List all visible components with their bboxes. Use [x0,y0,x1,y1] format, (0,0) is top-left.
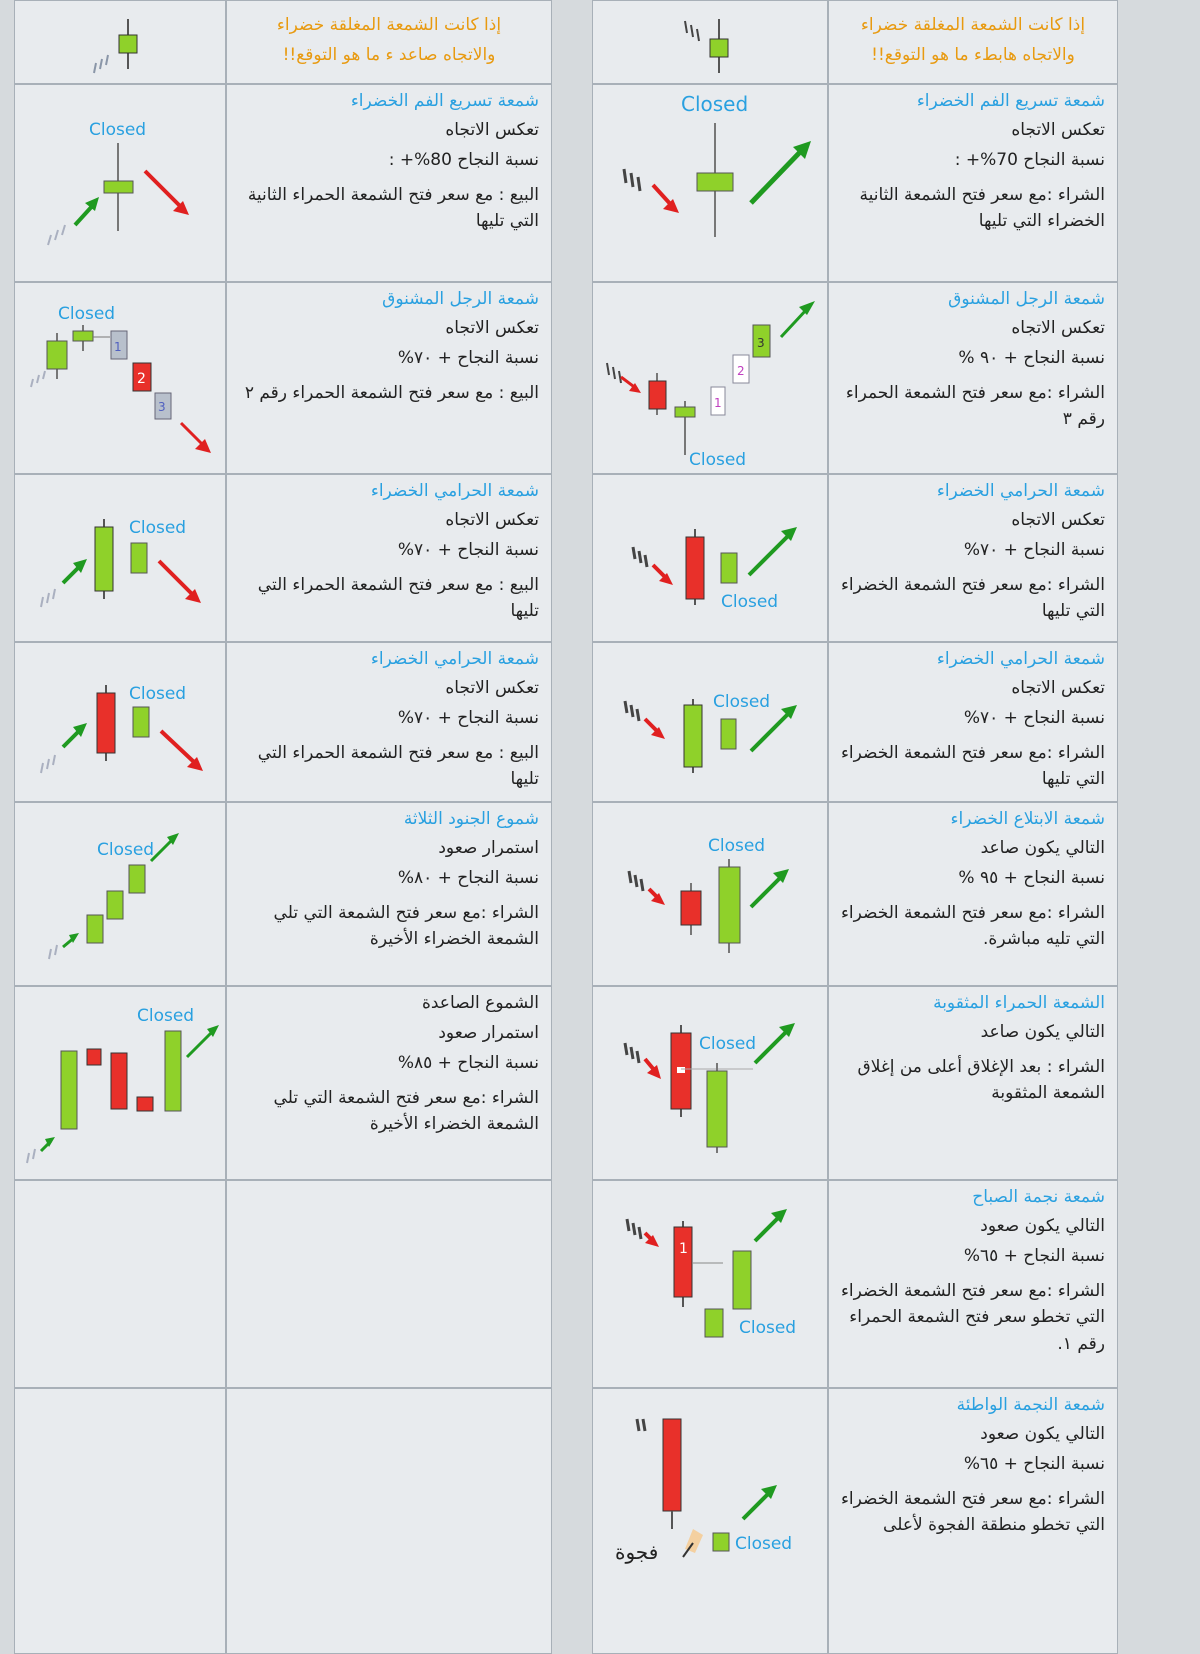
right-row6-chart [592,986,828,1180]
right-row7-chart [592,1180,828,1388]
success-rate: نسبة النجاح + ٧٠% [397,540,539,560]
pattern-title: الشمعة الحمراء المثقوبة [933,993,1105,1013]
signal-text: الشراء :مع سعر فتح الشمعة الحمراء رقم ٣ [845,383,1105,430]
success-rate: نسبة النجاح + ٦٥% [963,1246,1105,1266]
right-row2-chart [592,282,828,474]
success-rate: نسبة النجاح + ٨٠% [397,868,539,888]
left-header [226,0,552,84]
green-candle [697,173,733,191]
left-row8-empty-text [226,1388,552,1654]
closed-label: Closed [97,840,155,860]
pattern-title: شمعة الحرامي الخضراء [370,481,539,501]
green-candle [707,1071,727,1147]
pattern-title: شمعة النجمة الواطئة [956,1395,1105,1415]
pattern-effect: التالي يكون صاعد [980,838,1105,858]
signal-text: الشراء :مع سعر فتح الشمعة الخضراء التي تليها [840,575,1105,622]
pattern-effect: التالي يكون صعود [980,1424,1105,1444]
signal-text: الشراء :مع سعر فتح الشمعة الخضراء التي تخطو منطقة الفجوة لأعلى [840,1489,1105,1536]
pattern-effect: تعكس الاتجاه [445,120,539,140]
closed-label: Closed [129,684,187,704]
signal-text: البيع : مع سعر فتح الشمعة الحمراء الثانية التي تليها [247,185,539,232]
candle-number: 1 [679,1241,688,1257]
left-row3-chart [14,474,226,642]
success-rate: نسبة النجاح 80%+ : [388,150,539,170]
signal-text: الشراء :مع سعر فتح الشمعة التي تلي الشمعة الخضراء الأخيرة [273,1088,539,1135]
right-row4-text [828,642,1118,802]
right-row8-chart [592,1388,828,1654]
down-arrow-icon [159,561,193,595]
red-candle [674,1227,692,1297]
pattern-title: شمعة تسريع الفم الخضراء [350,91,539,111]
candle-number: 2 [137,371,146,387]
pattern-effect: تعكس الاتجاه [1011,318,1105,338]
left-row5-text [226,802,552,986]
pattern-title: شمعة الحرامي الخضراء [936,649,1105,669]
green-candle [104,181,133,193]
down-arrow-icon [145,171,181,207]
closed-label: Closed [699,1034,757,1054]
green-candle [721,719,736,749]
green-candle [719,867,740,943]
signal-text: الشراء :مع سعر فتح الشمعة الثانية الخضراء التي تليها [859,185,1105,232]
right-row5-text [828,802,1118,986]
right-header-line1: إذا كانت الشمعة المغلقة خضراء [860,15,1086,35]
left-row6-chart [14,986,226,1180]
left-row1-chart [14,84,226,282]
left-header-line2: والاتجاه صاعد ء ما هو التوقع!! [282,44,496,65]
signal-text: الشراء :مع سعر فتح الشمعة الخضراء التي تليها [840,743,1105,790]
right-row8-text [828,1388,1118,1654]
pattern-title: الشموع الصاعدة [421,993,539,1013]
up-arrow-icon [755,1031,787,1063]
green-candle [131,543,147,573]
up-arrow-icon [751,713,789,751]
gap-label: فجوة [615,1540,659,1564]
signal-text: الشراء :مع سعر فتح الشمعة الخضراء التي تليه مباشرة. [840,903,1105,950]
up-arrow-icon [751,877,781,907]
success-rate: نسبة النجاح + ٦٥% [963,1454,1105,1474]
green-candle-uptrend-icon [15,1,226,84]
green-candle [129,865,145,893]
right-row3-text [828,474,1118,642]
signal-text: الشراء :مع سعر فتح الشمعة الخضراء التي تخطو سعر فتح الشمعة الحمراء رقم ١. [840,1281,1105,1354]
right-row7-text [828,1180,1118,1388]
right-header-icon-cell [592,0,828,84]
pattern-effect: التالي يكون صاعد [980,1022,1105,1042]
pattern-effect: استمرار صعود [438,1023,539,1043]
red-candle [681,891,701,925]
closed-label: Closed [137,1006,195,1026]
left-row2-chart [14,282,226,474]
green-candle [73,331,93,341]
closed-label: Closed [129,518,187,538]
right-row2-text [828,282,1118,474]
success-rate: نسبة النجاح + ٨٥% [397,1053,539,1073]
red-candle [87,1049,101,1065]
green-candle [705,1309,723,1337]
right-row4-chart [592,642,828,802]
left-row5-chart [14,802,226,986]
up-arrow-icon [151,839,173,861]
success-rate: نسبة النجاح + ٧٠% [397,708,539,728]
left-row1-text [226,84,552,282]
pattern-effect: تعكس الاتجاه [1011,120,1105,140]
up-arrow-icon [743,1493,769,1519]
pattern-title: شموع الجنود الثلاثة [403,809,539,829]
left-header-icon-cell [14,0,226,84]
pattern-title: شمعة الابتلاع الخضراء [950,809,1105,829]
closed-label: Closed [739,1318,797,1338]
green-candle [47,341,67,369]
pattern-effect: تعكس الاتجاه [1011,510,1105,530]
candle-number: 2 [737,364,745,378]
green-candle [165,1031,181,1111]
green-candle [675,407,695,417]
left-row6-text [226,986,552,1180]
closed-label: Closed [681,92,749,116]
pattern-title: شمعة الحرامي الخضراء [936,481,1105,501]
closed-label: Closed [708,836,766,856]
signal-text: الشراء : بعد الإغلاق أعلى من إغلاق الشمعة المثقوبة [857,1057,1105,1104]
candle-number: 3 [158,400,166,414]
green-candle [684,705,702,767]
green-candle [713,1533,729,1551]
red-candle [97,693,115,753]
up-arrow-icon [781,309,807,337]
up-arrow-icon [755,1217,779,1241]
red-candle [663,1419,681,1511]
pattern-effect: استمرار صعود [438,838,539,858]
success-rate: نسبة النجاح + ٩٥ % [958,868,1105,888]
pattern-title: شمعة الحرامي الخضراء [370,649,539,669]
left-row2-text [226,282,552,474]
signal-text: البيع : مع سعر فتح الشمعة الحمراء التي تليها [257,575,539,622]
pattern-effect: تعكس الاتجاه [445,510,539,530]
pattern-effect: تعكس الاتجاه [445,678,539,698]
closed-label: Closed [58,304,116,324]
green-candle [61,1051,77,1129]
down-arrow-icon [181,423,203,445]
right-row3-chart [592,474,828,642]
right-header [828,0,1118,84]
green-candle-downtrend-icon [593,1,828,84]
closed-label: Closed [89,120,147,140]
candle-number: 3 [757,336,765,350]
left-row7-empty [14,1180,226,1388]
signal-text: البيع : مع سعر فتح الشمعة الحمراء رقم ٢ [244,383,539,403]
pattern-title: شمعة الرجل المشنوق [948,289,1105,309]
closed-label: Closed [735,1534,793,1554]
success-rate: نسبة النجاح + ٩٠ % [958,348,1105,368]
closed-label: Closed [713,692,771,712]
success-rate: نسبة النجاح + ٧٠% [397,348,539,368]
pattern-effect: تعكس الاتجاه [445,318,539,338]
pattern-title: شمعة تسريع الفم الخضراء [916,91,1105,111]
right-row1-text [828,84,1118,282]
pattern-title: شمعة نجمة الصباح [972,1187,1105,1207]
signal-text: البيع : مع سعر فتح الشمعة الحمراء التي تليها [257,743,539,790]
green-candle [87,915,103,943]
red-candle [111,1053,127,1109]
red-candle [686,537,704,599]
left-row4-text [226,642,552,802]
green-candle [721,553,737,583]
left-row4-chart [14,642,226,802]
up-arrow-icon [749,535,789,575]
right-header-line2: والاتجاه هابطء ما هو التوقع!! [871,44,1075,65]
right-row6-text [828,986,1118,1180]
right-row1-chart [592,84,828,282]
success-rate: نسبة النجاح + ٧٠% [963,540,1105,560]
success-rate: نسبة النجاح + ٧٠% [963,708,1105,728]
left-row7-empty-text [226,1180,552,1388]
left-row8-empty [14,1388,226,1654]
left-header-line1: إذا كانت الشمعة المغلقة خضراء [276,15,502,35]
green-candle [107,891,123,919]
left-row3-text [226,474,552,642]
candle-number: 1 [114,340,122,354]
closed-label: Closed [689,450,747,470]
candle-number: 1 [714,396,722,410]
pattern-title: شمعة الرجل المشنوق [382,289,539,309]
pattern-effect: التالي يكون صعود [980,1216,1105,1236]
red-candle [649,381,666,409]
down-arrow-icon [161,731,195,763]
success-rate: نسبة النجاح 70%+ : [954,150,1105,170]
pattern-effect: تعكس الاتجاه [1011,678,1105,698]
closed-label: Closed [721,592,779,612]
right-row5-chart [592,802,828,986]
signal-text: الشراء :مع سعر فتح الشمعة التي تلي الشمعة الخضراء الأخيرة [273,903,539,950]
red-candle [137,1097,153,1111]
green-candle [733,1251,751,1309]
green-candle [133,707,149,737]
up-arrow-icon [751,149,803,203]
up-arrow-icon [187,1031,213,1057]
green-candle [95,527,113,591]
